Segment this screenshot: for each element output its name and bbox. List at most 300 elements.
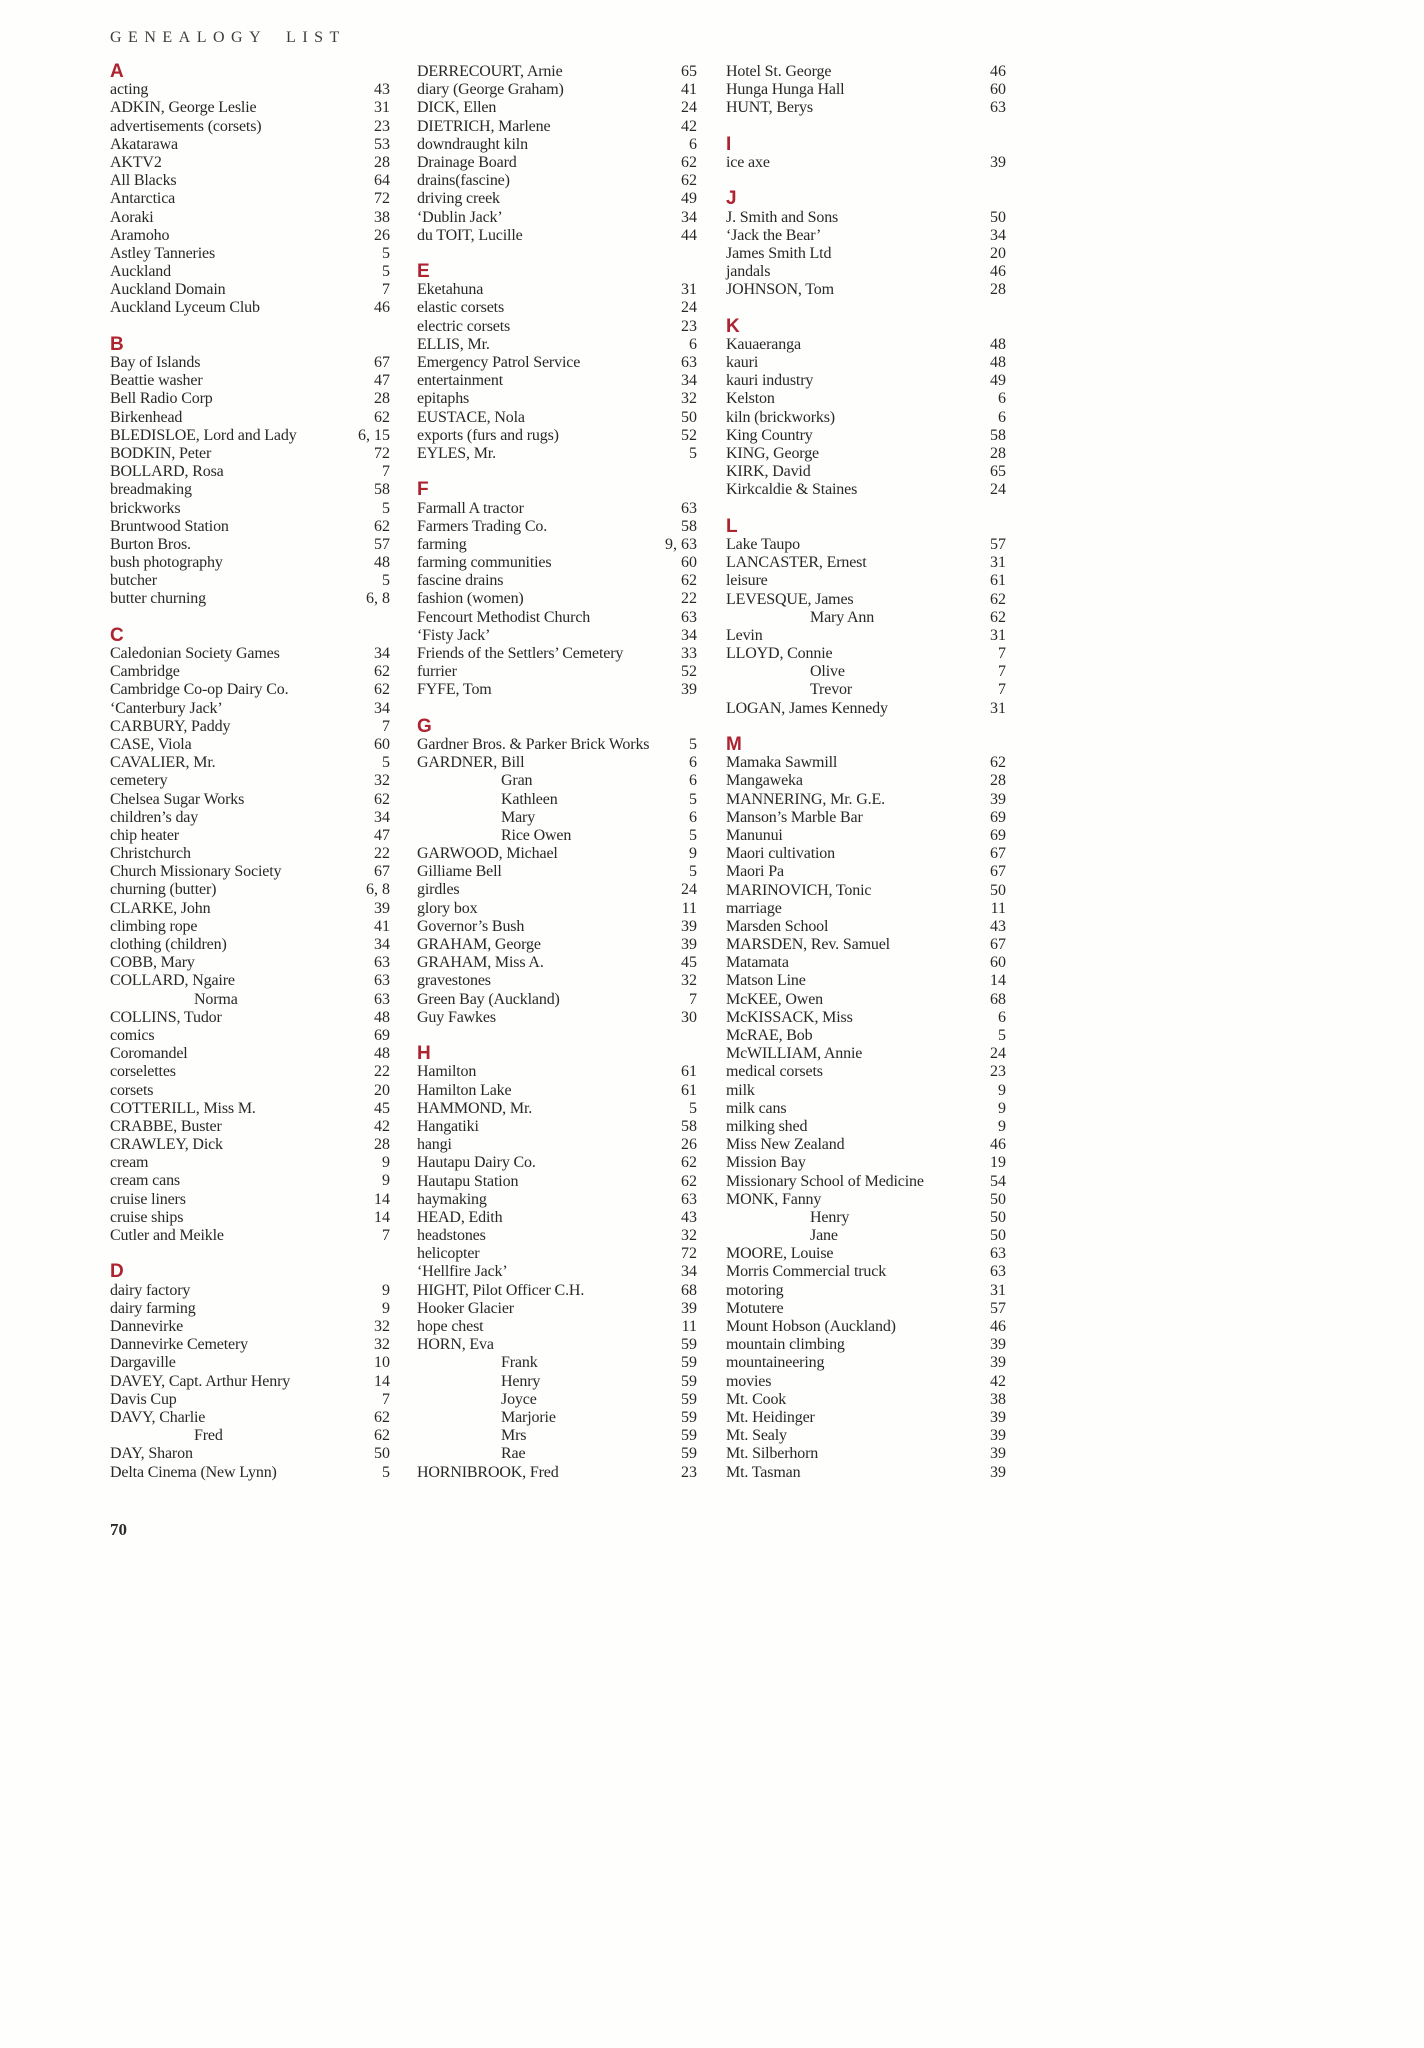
index-entry — [417, 209, 697, 227]
entry-page: 63 — [369, 972, 390, 990]
entry-text: Maori cultivation — [726, 845, 835, 863]
entry-text: DAVEY, Capt. Arthur Henry — [110, 1372, 291, 1390]
index-entry — [726, 609, 1006, 627]
entry-page: 6, 8 — [361, 881, 390, 899]
entry-text: dairy farming — [110, 1299, 196, 1317]
entry-text: MOORE, Louise — [726, 1245, 834, 1263]
index-entry — [726, 1263, 1006, 1281]
entry-text: COTTERILL, Miss M. — [110, 1099, 256, 1117]
entry-text: elastic corsets — [417, 299, 505, 317]
index-entry — [726, 681, 1006, 699]
index-entry — [110, 209, 390, 227]
index-entry — [726, 81, 1006, 99]
index-entry — [110, 590, 390, 608]
entry-text: ELLIS, Mr. — [417, 335, 490, 353]
entry-page: 6 — [993, 409, 1006, 427]
entry-text: Cutler and Meikle — [110, 1227, 224, 1245]
entry-text: Henry — [810, 1208, 850, 1226]
index-entry — [417, 1373, 697, 1391]
entry-page: 59 — [676, 1373, 697, 1391]
entry-page: 5 — [377, 572, 390, 590]
entry-text: Birkenhead — [110, 408, 183, 426]
index-entry — [726, 227, 1006, 245]
index-entry — [417, 1063, 697, 1081]
index-entry — [726, 463, 1006, 481]
entry-page: 5 — [684, 445, 697, 463]
entry-page: 5 — [993, 1027, 1006, 1045]
entry-text: girdles — [417, 881, 460, 899]
entry-text: driving creek — [417, 190, 500, 208]
entry-text: Mt. Sealy — [726, 1427, 787, 1445]
entry-page: 62 — [369, 1409, 390, 1427]
entry-page: 63 — [985, 1245, 1006, 1263]
entry-page: 7 — [377, 1227, 390, 1245]
entry-page: 52 — [676, 663, 697, 681]
entry-page: 22 — [369, 845, 390, 863]
index-entry — [417, 827, 697, 845]
entry-page: 38 — [369, 209, 390, 227]
entry-text: Matson Line — [726, 972, 806, 990]
section-letter: B — [110, 333, 125, 355]
entry-text: Joyce — [501, 1390, 537, 1408]
entry-text: corsets — [110, 1081, 154, 1099]
index-entry — [110, 1027, 390, 1045]
entry-text: glory box — [417, 899, 478, 917]
entry-page: 20 — [985, 245, 1006, 263]
entry-page: 62 — [676, 1154, 697, 1172]
index-entry — [417, 1100, 697, 1118]
entry-text: CARBURY, Paddy — [110, 717, 231, 735]
entry-page: 62 — [369, 791, 390, 809]
entry-text: HIGHT, Pilot Officer C.H. — [417, 1281, 585, 1299]
entry-page: 43 — [985, 918, 1006, 936]
entry-page: 31 — [676, 281, 697, 299]
entry-page: 62 — [369, 409, 390, 427]
index-entry — [417, 227, 697, 245]
entry-page: 59 — [676, 1354, 697, 1372]
index-entry — [726, 209, 1006, 227]
index-entry — [417, 1354, 697, 1372]
index-entry — [110, 409, 390, 427]
index-entry — [110, 427, 390, 445]
entry-page: 62 — [676, 572, 697, 590]
index-entry — [110, 299, 390, 317]
entry-text: Aramoho — [110, 226, 170, 244]
index-entry — [726, 845, 1006, 863]
entry-text: Hooker Glacier — [417, 1299, 514, 1317]
entry-text: DICK, Ellen — [417, 99, 497, 117]
entry-page: 34 — [676, 209, 697, 227]
index-entry — [417, 536, 697, 554]
entry-page: 50 — [369, 1445, 390, 1463]
index-entry — [726, 1173, 1006, 1191]
index-section — [726, 190, 1006, 299]
entry-text: LANCASTER, Ernest — [726, 554, 867, 572]
entry-page: 31 — [985, 554, 1006, 572]
entry-text: movies — [726, 1372, 772, 1390]
entry-text: COLLINS, Tudor — [110, 1008, 222, 1026]
entry-text: Auckland Lyceum Club — [110, 299, 260, 317]
entry-page: 45 — [676, 954, 697, 972]
index-entry — [726, 1045, 1006, 1063]
entry-page: 39 — [676, 936, 697, 954]
entry-text: BOLLARD, Rosa — [110, 463, 224, 481]
entry-page: 5 — [684, 863, 697, 881]
entry-page: 5 — [377, 1464, 390, 1482]
index-entry — [417, 318, 697, 336]
index-column-1 — [110, 63, 390, 1482]
index-entry — [110, 718, 390, 736]
index-entry — [726, 772, 1006, 790]
entry-page: 33 — [676, 645, 697, 663]
index-entry — [110, 991, 390, 1009]
index-entry — [110, 736, 390, 754]
entry-text: cream — [110, 1154, 149, 1172]
index-column-3 — [726, 63, 1006, 1482]
entry-page: 60 — [369, 736, 390, 754]
index-entry — [110, 372, 390, 390]
entry-page: 5 — [684, 1100, 697, 1118]
index-entry — [417, 791, 697, 809]
entry-page: 59 — [676, 1409, 697, 1427]
index-entry — [726, 1282, 1006, 1300]
index-entry — [110, 281, 390, 299]
entry-text: medical corsets — [726, 1063, 823, 1081]
entry-page: 28 — [369, 1136, 390, 1154]
index-entry — [417, 1227, 697, 1245]
index-entry — [110, 954, 390, 972]
entry-page: 32 — [676, 390, 697, 408]
entry-page: 41 — [369, 918, 390, 936]
entry-page: 48 — [985, 354, 1006, 372]
entry-page: 62 — [369, 663, 390, 681]
entry-page: 65 — [676, 63, 697, 81]
entry-text: leisure — [726, 572, 768, 590]
entry-page: 62 — [369, 1427, 390, 1445]
entry-page: 39 — [985, 1464, 1006, 1482]
entry-page: 9 — [377, 1172, 390, 1190]
index-entry — [110, 1082, 390, 1100]
section-letter: D — [110, 1261, 125, 1283]
entry-page: 5 — [684, 791, 697, 809]
index-entry — [110, 500, 390, 518]
entry-page: 62 — [985, 609, 1006, 627]
entry-page: 14 — [369, 1191, 390, 1209]
entry-text: J. Smith and Sons — [726, 208, 839, 226]
index-section — [417, 715, 697, 1027]
index-entry — [110, 554, 390, 572]
entry-page: 5 — [377, 263, 390, 281]
index-entry — [726, 1209, 1006, 1227]
entry-text: LOGAN, James Kennedy — [726, 699, 888, 717]
entry-page: 48 — [369, 1009, 390, 1027]
entry-text: Delta Cinema (New Lynn) — [110, 1463, 277, 1481]
entry-page: 63 — [369, 991, 390, 1009]
index-entry — [110, 1136, 390, 1154]
entry-text: DAY, Sharon — [110, 1445, 193, 1463]
index-entry — [726, 1427, 1006, 1445]
index-entry — [110, 881, 390, 899]
entry-text: Green Bay (Auckland) — [417, 990, 560, 1008]
index-entry — [726, 863, 1006, 881]
entry-page: 6, 8 — [361, 590, 390, 608]
entry-page: 26 — [676, 1136, 697, 1154]
entry-page: 53 — [369, 136, 390, 154]
entry-page: 67 — [985, 936, 1006, 954]
index-entry — [417, 936, 697, 954]
entry-page: 50 — [985, 209, 1006, 227]
entry-page: 72 — [369, 445, 390, 463]
entry-text: CRABBE, Buster — [110, 1117, 222, 1135]
entry-text: Norma — [194, 990, 238, 1008]
entry-text: McKEE, Owen — [726, 990, 823, 1008]
index-entry — [726, 427, 1006, 445]
entry-text: Hotel St. George — [726, 63, 832, 80]
entry-page: 28 — [985, 445, 1006, 463]
entry-text: ADKIN, George Leslie — [110, 99, 257, 117]
entry-page: 63 — [676, 500, 697, 518]
entry-page: 6 — [684, 754, 697, 772]
entry-text: Friends of the Settlers’ Cemetery — [417, 645, 624, 663]
index-entry — [417, 900, 697, 918]
entry-text: King Country — [726, 426, 813, 444]
entry-page: 26 — [369, 227, 390, 245]
entry-text: fashion (women) — [417, 590, 524, 608]
index-entry — [110, 445, 390, 463]
entry-page: 39 — [985, 1336, 1006, 1354]
entry-page: 31 — [985, 1282, 1006, 1300]
entry-text: Mt. Cook — [726, 1390, 787, 1408]
index-entry — [726, 1445, 1006, 1463]
entry-text: MARSDEN, Rev. Samuel — [726, 936, 890, 954]
entry-page: 7 — [377, 463, 390, 481]
index-entry — [110, 390, 390, 408]
index-entry — [110, 1100, 390, 1118]
index-section — [417, 263, 697, 463]
index-entry — [110, 972, 390, 990]
entry-page: 9 — [993, 1082, 1006, 1100]
index-entry — [726, 936, 1006, 954]
entry-page: 34 — [369, 809, 390, 827]
entry-page: 65 — [985, 463, 1006, 481]
index-entry — [417, 663, 697, 681]
index-entry — [110, 354, 390, 372]
entry-text: Aoraki — [110, 208, 154, 226]
index-section — [726, 63, 1006, 118]
entry-page: 57 — [369, 536, 390, 554]
index-entry — [110, 99, 390, 117]
entry-text: HORN, Eva — [417, 1336, 494, 1354]
index-entry — [726, 1318, 1006, 1336]
entry-page: 31 — [985, 627, 1006, 645]
index-entry — [417, 1445, 697, 1463]
index-entry — [417, 354, 697, 372]
entry-page: 46 — [985, 1318, 1006, 1336]
entry-text: drains(fascine) — [417, 172, 510, 190]
index-entry — [417, 554, 697, 572]
entry-page: 72 — [369, 190, 390, 208]
entry-text: diary (George Graham) — [417, 81, 564, 99]
entry-page: 14 — [369, 1209, 390, 1227]
index-entry — [726, 918, 1006, 936]
entry-text: COBB, Mary — [110, 954, 195, 972]
entry-text: Cambridge — [110, 663, 180, 681]
index-entry — [726, 1354, 1006, 1372]
entry-text: farming communities — [417, 554, 552, 572]
entry-text: Mamaka Sawmill — [726, 754, 838, 772]
entry-text: Dannevirke — [110, 1318, 184, 1335]
index-entry — [417, 572, 697, 590]
entry-text: James Smith Ltd — [726, 244, 832, 262]
index-entry — [726, 754, 1006, 772]
entry-page: 6 — [993, 1009, 1006, 1027]
index-entry — [726, 572, 1006, 590]
entry-text: ‘Dublin Jack’ — [417, 208, 503, 226]
index-entry — [110, 136, 390, 154]
index-entry — [417, 881, 697, 899]
entry-page: 63 — [676, 1191, 697, 1209]
entry-text: GARWOOD, Michael — [417, 845, 558, 863]
entry-text: Gardner Bros. & Parker Brick Works — [417, 735, 650, 753]
entry-page: 23 — [676, 318, 697, 336]
index-entry — [110, 1409, 390, 1427]
entry-text: Fred — [194, 1427, 223, 1445]
entry-text: DIETRICH, Marlene — [417, 117, 551, 135]
entry-page: 20 — [369, 1082, 390, 1100]
entry-text: McWILLIAM, Annie — [726, 1045, 863, 1063]
entry-page: 31 — [985, 700, 1006, 718]
index-entry — [110, 918, 390, 936]
index-entry — [726, 972, 1006, 990]
entry-page: 7 — [377, 281, 390, 299]
entry-text: milk — [726, 1081, 755, 1099]
entry-page: 57 — [985, 536, 1006, 554]
entry-page: 48 — [985, 336, 1006, 354]
entry-page: 7 — [993, 681, 1006, 699]
entry-page: 9 — [684, 845, 697, 863]
entry-text: gravestones — [417, 972, 491, 990]
entry-text: Eketahuna — [417, 281, 484, 299]
index-entry — [110, 936, 390, 954]
index-entry — [417, 863, 697, 881]
index-entry — [417, 136, 697, 154]
entry-page: 39 — [985, 1427, 1006, 1445]
index-entry — [726, 1464, 1006, 1482]
index-entry — [110, 118, 390, 136]
entry-page: 48 — [369, 1045, 390, 1063]
entry-page: 59 — [676, 1391, 697, 1409]
entry-text: mountain climbing — [726, 1336, 845, 1354]
entry-text: Auckland — [110, 263, 172, 281]
index-entry — [417, 645, 697, 663]
entry-text: Mt. Heidinger — [726, 1408, 815, 1426]
entry-page: 11 — [986, 900, 1006, 918]
entry-text: bush photography — [110, 554, 223, 572]
index-entry — [110, 227, 390, 245]
entry-page: 63 — [985, 99, 1006, 117]
entry-page: 50 — [985, 1227, 1006, 1245]
index-entry — [417, 1263, 697, 1281]
entry-page: 39 — [676, 681, 697, 699]
entry-text: Governor’s Bush — [417, 917, 525, 935]
entry-page: 42 — [369, 1118, 390, 1136]
entry-page: 32 — [369, 1318, 390, 1336]
entry-text: electric corsets — [417, 317, 511, 335]
entry-page: 41 — [676, 81, 697, 99]
entry-text: Mary — [501, 808, 536, 826]
entry-text: All Blacks — [110, 172, 177, 190]
index-entry — [726, 882, 1006, 900]
entry-text: Christchurch — [110, 845, 191, 863]
entry-page: 5 — [684, 736, 697, 754]
entry-page: 39 — [676, 1300, 697, 1318]
entry-text: Beattie washer — [110, 372, 203, 390]
index-entry — [417, 336, 697, 354]
entry-text: EUSTACE, Nola — [417, 408, 525, 426]
entry-text: Fencourt Methodist Church — [417, 608, 591, 626]
index-entry — [110, 863, 390, 881]
index-entry — [417, 372, 697, 390]
index-entry — [417, 772, 697, 790]
entry-text: haymaking — [417, 1190, 487, 1208]
section-letter: A — [110, 61, 125, 82]
entry-page: 10 — [369, 1354, 390, 1372]
entry-text: Auckland Domain — [110, 281, 226, 299]
entry-text: Antarctica — [110, 190, 176, 208]
entry-page: 39 — [985, 1409, 1006, 1427]
index-entry — [417, 1427, 697, 1445]
index-entry — [726, 954, 1006, 972]
index-entry — [726, 1027, 1006, 1045]
index-entry — [726, 1063, 1006, 1081]
entry-page: 5 — [684, 827, 697, 845]
entry-text: Dannevirke Cemetery — [110, 1336, 248, 1354]
index-entry — [417, 81, 697, 99]
entry-text: kauri industry — [726, 372, 814, 390]
entry-text: Church Missionary Society — [110, 863, 282, 881]
index-entry — [110, 245, 390, 263]
entry-text: Mission Bay — [726, 1154, 806, 1172]
entry-text: headstones — [417, 1227, 486, 1245]
index-entry — [417, 118, 697, 136]
entry-page: 69 — [369, 1027, 390, 1045]
index-entry — [726, 245, 1006, 263]
page-header-title: GENEALOGY LIST — [110, 29, 346, 46]
index-entry — [110, 1063, 390, 1081]
entry-page: 34 — [369, 936, 390, 954]
index-entry — [726, 554, 1006, 572]
entry-text: Olive — [810, 663, 845, 681]
index-entry — [417, 1209, 697, 1227]
index-section — [110, 63, 390, 318]
index-entry — [110, 845, 390, 863]
entry-page: 61 — [676, 1063, 697, 1081]
entry-page: 62 — [985, 754, 1006, 772]
entry-text: clothing (children) — [110, 936, 227, 954]
index-section — [726, 133, 1006, 172]
entry-page: 30 — [676, 1009, 697, 1027]
index-entry — [417, 409, 697, 427]
entry-text: Mangaweka — [726, 772, 803, 790]
entry-page: 22 — [676, 590, 697, 608]
entry-page: 63 — [985, 1263, 1006, 1281]
entry-text: Morris Commercial truck — [726, 1263, 887, 1281]
entry-text: GRAHAM, Miss A. — [417, 954, 544, 972]
entry-text: Farmers Trading Co. — [417, 517, 548, 535]
entry-page: 9 — [377, 1154, 390, 1172]
entry-text: ‘Jack the Bear’ — [726, 226, 822, 244]
index-entry — [110, 1009, 390, 1027]
